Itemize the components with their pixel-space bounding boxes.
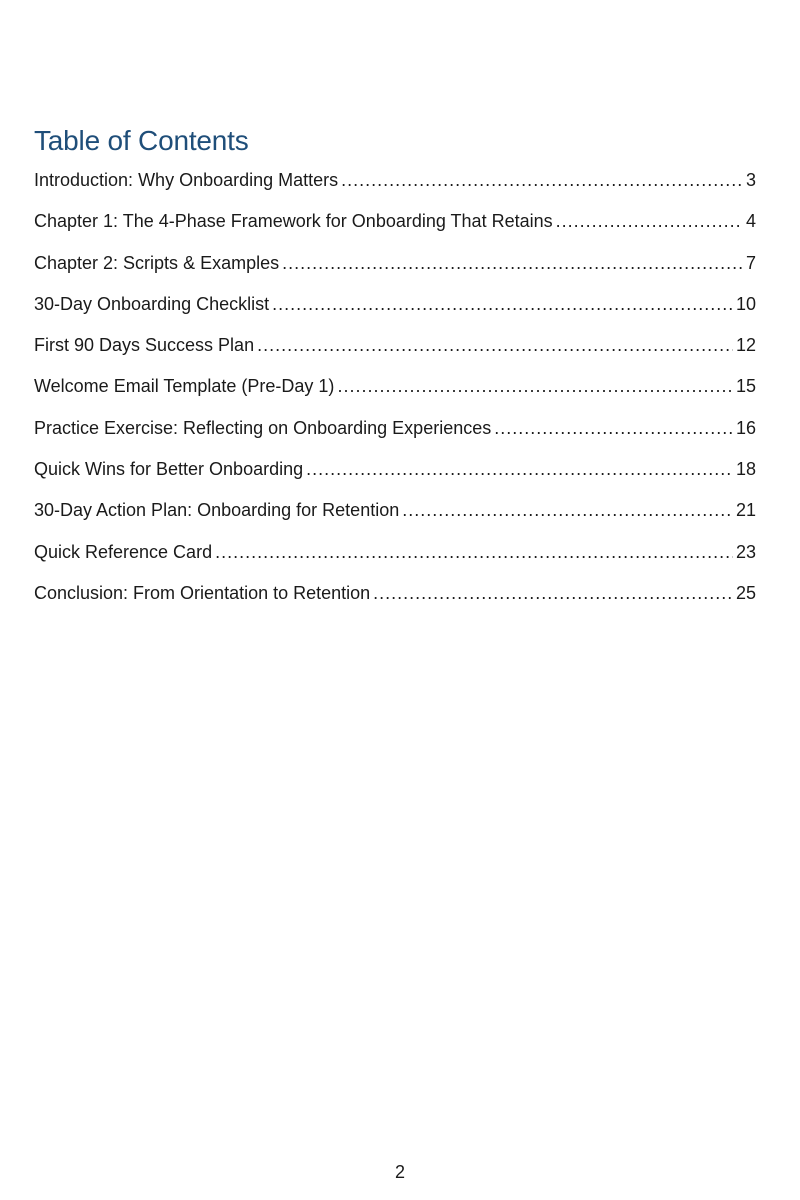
toc-entry-page: 12	[735, 335, 756, 356]
toc-dot-leader	[257, 333, 733, 357]
toc-entry-label: Quick Wins for Better Onboarding	[34, 459, 304, 480]
toc-entry-page: 16	[735, 417, 756, 438]
toc-list	[34, 168, 756, 622]
toc-entry-page: 7	[745, 252, 756, 273]
toc-entry[interactable]	[34, 168, 756, 209]
toc-entry-label: 30-Day Action Plan: Onboarding for Retention	[34, 500, 400, 521]
toc-entry[interactable]	[34, 416, 756, 457]
toc-entry-page: 18	[735, 459, 756, 480]
toc-entry-page: 10	[735, 293, 756, 314]
toc-dot-leader	[215, 540, 733, 564]
toc-entry[interactable]	[34, 540, 756, 581]
toc-dot-leader	[402, 498, 733, 522]
toc-entry[interactable]	[34, 581, 756, 622]
toc-entry-label: Conclusion: From Orientation to Retention	[34, 582, 371, 603]
toc-entry-label: Practice Exercise: Reflecting on Onboarding Experiences	[34, 417, 492, 438]
toc-entry-page: 25	[735, 582, 756, 603]
toc-entry-page: 23	[735, 541, 756, 562]
toc-dot-leader	[272, 292, 733, 316]
toc-entry-page: 15	[735, 376, 756, 397]
toc-entry-page: 21	[735, 500, 756, 521]
toc-dot-leader	[306, 457, 733, 481]
toc-entry[interactable]	[34, 333, 756, 374]
toc-entry-page: 4	[745, 211, 756, 232]
toc-entry-label: First 90 Days Success Plan	[34, 335, 255, 356]
toc-entry-page: 3	[745, 170, 756, 190]
toc-entry[interactable]	[34, 292, 756, 333]
page-number: 2	[394, 1162, 405, 1182]
toc-entry-label: Welcome Email Template (Pre-Day 1)	[34, 376, 335, 397]
toc-entry[interactable]	[34, 498, 756, 539]
toc-dot-leader	[341, 168, 743, 192]
toc-dot-leader	[282, 251, 743, 275]
toc-dot-leader	[373, 581, 733, 605]
toc-dot-leader	[494, 416, 733, 440]
toc-entry-label: 30-Day Onboarding Checklist	[34, 293, 270, 314]
toc-entry[interactable]	[34, 251, 756, 292]
toc-entry[interactable]	[34, 209, 756, 250]
toc-entry-label: Quick Reference Card	[34, 541, 213, 562]
toc-entry-label: Chapter 2: Scripts & Examples	[34, 252, 280, 273]
toc-dot-leader	[556, 209, 743, 233]
toc-title: Table of Contents	[34, 125, 249, 156]
toc-dot-leader	[337, 374, 733, 398]
toc-entry[interactable]	[34, 374, 756, 415]
toc-entry-label: Chapter 1: The 4-Phase Framework for Onboarding That Retains	[34, 211, 553, 232]
toc-entry[interactable]	[34, 457, 756, 498]
toc-entry-label: Introduction: Why Onboarding Matters	[34, 170, 339, 190]
